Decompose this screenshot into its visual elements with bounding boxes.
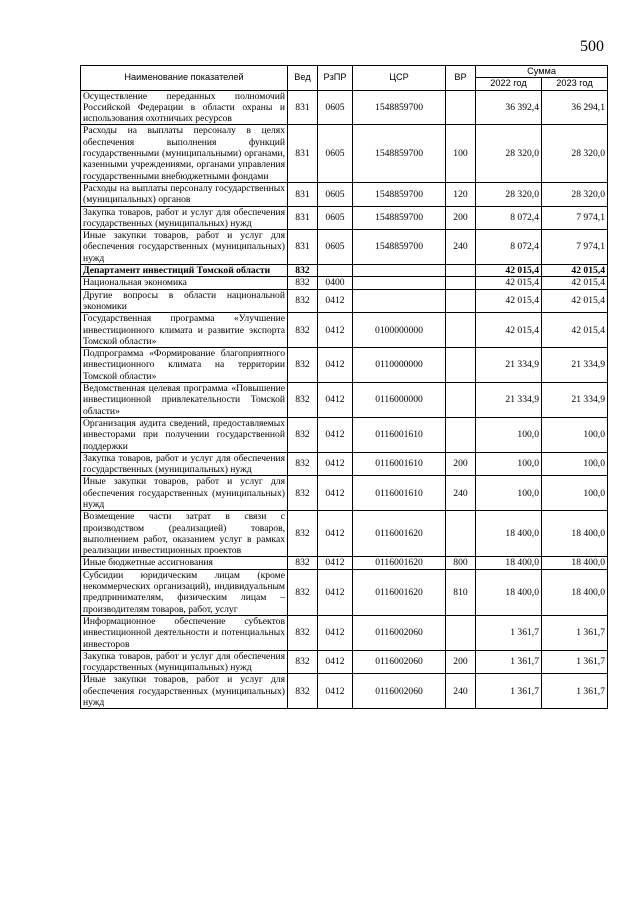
table-row <box>81 615 608 650</box>
table-row <box>81 348 608 383</box>
cell-csr <box>353 265 446 277</box>
cell-ved: 832 <box>288 650 318 674</box>
cell-csr: 0116001610 <box>353 452 446 476</box>
cell-name: Возмещение части затрат в связи с производством (реализацией) товаров, выполнением работ, оказанием услуг в рамках реализации инвестиционных проектов <box>81 511 288 557</box>
cell-sum-2022: 1 361,7 <box>476 615 542 650</box>
cell-ved: 832 <box>288 383 318 418</box>
table-row <box>81 417 608 452</box>
cell-sum-2023: 42 015,4 <box>542 265 608 277</box>
header-csr: ЦСР <box>353 66 446 91</box>
cell-csr: 1548859700 <box>353 206 446 230</box>
cell-sum-2022: 18 400,0 <box>476 557 542 569</box>
cell-vr: 200 <box>446 452 476 476</box>
cell-rzpr: 0605 <box>318 125 353 182</box>
budget-table <box>80 65 608 709</box>
cell-name: Иные бюджетные ассигнования <box>81 557 288 569</box>
table-row <box>81 452 608 476</box>
cell-vr <box>446 348 476 383</box>
header-vr: ВР <box>446 66 476 91</box>
cell-sum-2022: 21 334,9 <box>476 348 542 383</box>
cell-csr: 1548859700 <box>353 230 446 265</box>
cell-ved: 832 <box>288 313 318 348</box>
cell-ved: 832 <box>288 511 318 557</box>
cell-rzpr: 0605 <box>318 90 353 125</box>
cell-sum-2023: 1 361,7 <box>542 650 608 674</box>
cell-sum-2023: 21 334,9 <box>542 383 608 418</box>
cell-sum-2022: 42 015,4 <box>476 277 542 289</box>
cell-vr: 100 <box>446 125 476 182</box>
cell-rzpr: 0412 <box>318 569 353 615</box>
cell-sum-2023: 100,0 <box>542 452 608 476</box>
cell-sum-2023: 36 294,1 <box>542 90 608 125</box>
cell-csr <box>353 289 446 313</box>
cell-ved: 832 <box>288 289 318 313</box>
cell-csr: 0116001620 <box>353 557 446 569</box>
cell-rzpr: 0605 <box>318 182 353 206</box>
cell-rzpr: 0412 <box>318 313 353 348</box>
table-row <box>81 90 608 125</box>
cell-sum-2022: 8 072,4 <box>476 206 542 230</box>
cell-ved: 832 <box>288 277 318 289</box>
table-row <box>81 383 608 418</box>
cell-name: Организация аудита сведений, предоставляемых инвесторами при получении государственной поддержки <box>81 417 288 452</box>
cell-ved: 832 <box>288 615 318 650</box>
cell-sum-2022: 42 015,4 <box>476 289 542 313</box>
cell-sum-2022: 100,0 <box>476 476 542 511</box>
cell-sum-2023: 18 400,0 <box>542 569 608 615</box>
cell-name: Расходы на выплаты персоналу в целях обеспечения выполнения функций государственными (муниципальными) органами, казенными учреждениями, органами управления государственными внебюджетными фондами <box>81 125 288 182</box>
cell-name: Ведомственная целевая программа «Повышение инвестиционной привлекательности Томской области» <box>81 383 288 418</box>
cell-ved: 832 <box>288 476 318 511</box>
cell-name: Иные закупки товаров, работ и услуг для обеспечения государственных (муниципальных) нужд <box>81 674 288 709</box>
cell-sum-2022: 8 072,4 <box>476 230 542 265</box>
cell-sum-2023: 28 320,0 <box>542 125 608 182</box>
cell-csr: 1548859700 <box>353 90 446 125</box>
cell-csr: 1548859700 <box>353 182 446 206</box>
cell-name: Департамент инвестиций Томской области <box>81 265 288 277</box>
header-rzpr: РзПР <box>318 66 353 91</box>
cell-rzpr: 0412 <box>318 615 353 650</box>
cell-csr: 0116001610 <box>353 476 446 511</box>
cell-sum-2023: 1 361,7 <box>542 615 608 650</box>
cell-sum-2023: 18 400,0 <box>542 511 608 557</box>
cell-sum-2022: 42 015,4 <box>476 313 542 348</box>
cell-ved: 831 <box>288 125 318 182</box>
cell-rzpr <box>318 265 353 277</box>
cell-vr <box>446 289 476 313</box>
cell-ved: 832 <box>288 674 318 709</box>
cell-ved: 832 <box>288 417 318 452</box>
cell-ved: 832 <box>288 569 318 615</box>
cell-rzpr: 0412 <box>318 348 353 383</box>
header-year-2023: 2023 год <box>542 78 608 90</box>
header-year-2022: 2022 год <box>476 78 542 90</box>
cell-csr: 0116002060 <box>353 650 446 674</box>
cell-rzpr: 0400 <box>318 277 353 289</box>
cell-vr: 120 <box>446 182 476 206</box>
cell-sum-2022: 1 361,7 <box>476 650 542 674</box>
table-body <box>81 90 608 709</box>
header-name: Наименование показателей <box>81 66 288 91</box>
table-row <box>81 182 608 206</box>
cell-name: Информационное обеспечение субъектов инвестиционной деятельности и потенциальных инвесторов <box>81 615 288 650</box>
table-row <box>81 557 608 569</box>
cell-vr: 810 <box>446 569 476 615</box>
cell-sum-2022: 36 392,4 <box>476 90 542 125</box>
table-row <box>81 230 608 265</box>
cell-ved: 832 <box>288 265 318 277</box>
cell-sum-2022: 21 334,9 <box>476 383 542 418</box>
cell-vr: 240 <box>446 476 476 511</box>
cell-vr <box>446 417 476 452</box>
cell-vr <box>446 265 476 277</box>
table-row <box>81 277 608 289</box>
table-row <box>81 206 608 230</box>
cell-sum-2023: 7 974,1 <box>542 230 608 265</box>
table-row <box>81 125 608 182</box>
cell-rzpr: 0412 <box>318 557 353 569</box>
cell-rzpr: 0412 <box>318 511 353 557</box>
cell-sum-2023: 42 015,4 <box>542 277 608 289</box>
cell-name: Осуществление переданных полномочий Российской Федерации в области охраны и использования охотничьих ресурсов <box>81 90 288 125</box>
cell-sum-2022: 18 400,0 <box>476 569 542 615</box>
cell-sum-2022: 28 320,0 <box>476 125 542 182</box>
cell-ved: 832 <box>288 452 318 476</box>
cell-csr: 0116001620 <box>353 511 446 557</box>
cell-name: Иные закупки товаров, работ и услуг для обеспечения государственных (муниципальных) нужд <box>81 476 288 511</box>
cell-sum-2023: 42 015,4 <box>542 313 608 348</box>
cell-sum-2023: 100,0 <box>542 417 608 452</box>
cell-rzpr: 0412 <box>318 417 353 452</box>
header-sum: Сумма <box>476 66 608 78</box>
cell-ved: 831 <box>288 230 318 265</box>
header-ved: Вед <box>288 66 318 91</box>
cell-sum-2022: 1 361,7 <box>476 674 542 709</box>
cell-rzpr: 0412 <box>318 289 353 313</box>
cell-vr: 200 <box>446 206 476 230</box>
table-row <box>81 313 608 348</box>
cell-ved: 831 <box>288 90 318 125</box>
cell-ved: 832 <box>288 557 318 569</box>
cell-name: Закупка товаров, работ и услуг для обеспечения государственных (муниципальных) нужд <box>81 206 288 230</box>
cell-sum-2023: 18 400,0 <box>542 557 608 569</box>
cell-sum-2022: 28 320,0 <box>476 182 542 206</box>
cell-sum-2022: 100,0 <box>476 417 542 452</box>
table-row <box>81 511 608 557</box>
cell-vr: 240 <box>446 674 476 709</box>
cell-name: Национальная экономика <box>81 277 288 289</box>
cell-csr: 0116000000 <box>353 383 446 418</box>
cell-vr: 240 <box>446 230 476 265</box>
cell-ved: 832 <box>288 348 318 383</box>
cell-name: Закупка товаров, работ и услуг для обеспечения государственных (муниципальных) нужд <box>81 452 288 476</box>
cell-rzpr: 0412 <box>318 476 353 511</box>
cell-rzpr: 0412 <box>318 650 353 674</box>
cell-csr: 0116001620 <box>353 569 446 615</box>
cell-sum-2023: 7 974,1 <box>542 206 608 230</box>
cell-csr: 0116002060 <box>353 615 446 650</box>
cell-vr <box>446 313 476 348</box>
cell-csr <box>353 277 446 289</box>
cell-ved: 831 <box>288 182 318 206</box>
cell-name: Субсидии юридическим лицам (кроме некоммерческих организаций), индивидуальным предпринимателям, физическим лицам – производителям товаров, работ, услуг <box>81 569 288 615</box>
cell-name: Подпрограмма «Формирование благоприятного инвестиционного климата на территории Томской области» <box>81 348 288 383</box>
cell-csr: 0116002060 <box>353 674 446 709</box>
cell-sum-2022: 42 015,4 <box>476 265 542 277</box>
cell-sum-2022: 100,0 <box>476 452 542 476</box>
cell-name: Расходы на выплаты персоналу государственных (муниципальных) органов <box>81 182 288 206</box>
cell-vr: 200 <box>446 650 476 674</box>
cell-vr <box>446 511 476 557</box>
cell-vr <box>446 615 476 650</box>
cell-rzpr: 0412 <box>318 383 353 418</box>
cell-name: Государственная программа «Улучшение инвестиционного климата и развитие экспорта Томской области» <box>81 313 288 348</box>
table-row <box>81 569 608 615</box>
cell-csr: 0110000000 <box>353 348 446 383</box>
cell-rzpr: 0605 <box>318 206 353 230</box>
cell-csr: 0116001610 <box>353 417 446 452</box>
table-row <box>81 650 608 674</box>
page-number: 500 <box>580 38 604 55</box>
cell-rzpr: 0412 <box>318 452 353 476</box>
cell-name: Иные закупки товаров, работ и услуг для обеспечения государственных (муниципальных) нужд <box>81 230 288 265</box>
cell-sum-2023: 28 320,0 <box>542 182 608 206</box>
cell-rzpr: 0605 <box>318 230 353 265</box>
cell-vr <box>446 277 476 289</box>
cell-csr: 0100000000 <box>353 313 446 348</box>
cell-sum-2023: 21 334,9 <box>542 348 608 383</box>
table-row <box>81 265 608 277</box>
cell-name: Закупка товаров, работ и услуг для обеспечения государственных (муниципальных) нужд <box>81 650 288 674</box>
cell-vr <box>446 383 476 418</box>
cell-sum-2023: 100,0 <box>542 476 608 511</box>
cell-sum-2023: 42 015,4 <box>542 289 608 313</box>
cell-name: Другие вопросы в области национальной экономики <box>81 289 288 313</box>
cell-sum-2022: 18 400,0 <box>476 511 542 557</box>
cell-rzpr: 0412 <box>318 674 353 709</box>
table-row <box>81 476 608 511</box>
cell-vr <box>446 90 476 125</box>
cell-vr: 800 <box>446 557 476 569</box>
cell-sum-2023: 1 361,7 <box>542 674 608 709</box>
table-row <box>81 674 608 709</box>
cell-ved: 831 <box>288 206 318 230</box>
table-row <box>81 289 608 313</box>
cell-csr: 1548859700 <box>353 125 446 182</box>
